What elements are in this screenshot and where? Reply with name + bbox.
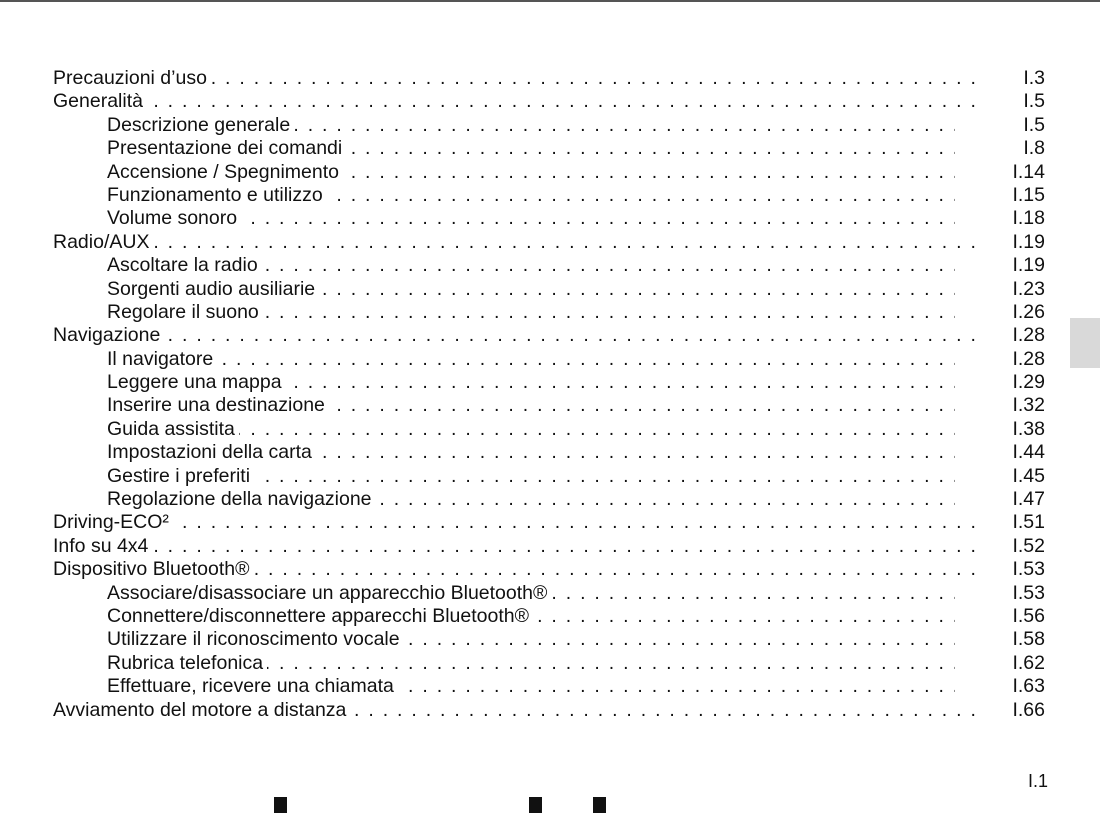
- toc-entry-page: I.26: [1012, 300, 1045, 323]
- toc-entry-page: I.14: [1012, 160, 1045, 183]
- toc-entry[interactable]: [53, 558, 1045, 581]
- print-crop-mark: [274, 797, 287, 813]
- toc-entry-page: I.23: [1012, 277, 1045, 300]
- toc-leader-dots: [107, 465, 955, 488]
- toc-subentry[interactable]: [53, 652, 1045, 675]
- toc-entry-page: I.56: [1012, 604, 1045, 627]
- toc-subentry[interactable]: [53, 465, 1045, 488]
- toc-entry-page: I.53: [1012, 581, 1045, 604]
- toc-subentry[interactable]: [53, 207, 1045, 230]
- toc-entry-title: Radio/AUX: [53, 231, 153, 253]
- section-tab-marker: [1070, 318, 1100, 368]
- toc-subentry[interactable]: [53, 488, 1045, 511]
- toc-entry-title: Navigazione: [53, 324, 164, 346]
- toc-entry-page: I.28: [1012, 347, 1045, 370]
- toc-entry-title: Generalità: [53, 90, 147, 112]
- toc-subentry[interactable]: [53, 137, 1045, 160]
- toc-entry[interactable]: [53, 67, 1045, 90]
- toc-leader-dots: [107, 348, 955, 371]
- toc-entry-page: I.3: [1023, 67, 1045, 89]
- toc-entry-page: I.5: [1023, 113, 1045, 136]
- toc-subentry[interactable]: [53, 582, 1045, 605]
- toc-subentry[interactable]: [53, 254, 1045, 277]
- toc-entry-page: I.28: [1012, 324, 1045, 347]
- toc-entry-title: Associare/disassociare un apparecchio Bluetooth®: [107, 582, 551, 604]
- toc-leader-dots: [107, 418, 955, 441]
- toc-leader-dots: [107, 207, 955, 230]
- toc-entry-title: Regolare il suono: [107, 301, 263, 323]
- toc-leader-dots: [107, 605, 955, 628]
- top-rule: [0, 0, 1100, 2]
- toc-leader-dots: [107, 161, 955, 184]
- toc-subentry[interactable]: [53, 114, 1045, 137]
- toc-entry-title: Descrizione generale: [107, 114, 294, 136]
- toc-entry-title: Effettuare, ricevere una chiamata: [107, 675, 398, 697]
- toc-entry-title: Ascoltare la radio: [107, 254, 262, 276]
- toc-leader-dots: [107, 675, 955, 698]
- toc-entry-page: I.29: [1012, 371, 1045, 394]
- toc-entry-page: I.51: [1012, 511, 1045, 534]
- toc-entry-page: I.44: [1012, 441, 1045, 464]
- toc-leader-dots: [53, 535, 977, 558]
- toc-subentry[interactable]: [53, 441, 1045, 464]
- toc-leader-dots: [107, 371, 955, 394]
- toc-entry-title: Leggere una mappa: [107, 371, 286, 393]
- toc-leader-dots: [107, 278, 955, 301]
- table-of-contents: [53, 67, 1045, 722]
- toc-entry-title: Accensione / Spegnimento: [107, 161, 343, 183]
- toc-entry-title: Inserire una destinazione: [107, 394, 329, 416]
- toc-leader-dots: [53, 511, 977, 534]
- page-number: I.1: [1027, 771, 1048, 791]
- toc-leader-dots: [53, 324, 977, 347]
- toc-leader-dots: [107, 652, 955, 675]
- toc-subentry[interactable]: [53, 418, 1045, 441]
- print-crop-mark: [529, 797, 542, 813]
- toc-entry-page: I.15: [1012, 183, 1045, 206]
- toc-subentry[interactable]: [53, 394, 1045, 417]
- toc-entry-page: I.19: [1012, 230, 1045, 253]
- toc-subentry[interactable]: [53, 348, 1045, 371]
- toc-entry-title: Precauzioni d’uso: [53, 67, 211, 89]
- toc-entry-page: I.63: [1012, 675, 1045, 698]
- toc-leader-dots: [107, 394, 955, 417]
- toc-leader-dots: [53, 90, 977, 113]
- toc-leader-dots: [107, 441, 955, 464]
- print-crop-mark: [593, 797, 606, 813]
- toc-entry[interactable]: [53, 699, 1045, 722]
- toc-subentry[interactable]: [53, 278, 1045, 301]
- toc-subentry[interactable]: [53, 301, 1045, 324]
- toc-entry-title: Gestire i preferiti: [107, 465, 254, 487]
- toc-entry-title: Sorgenti audio ausiliarie: [107, 278, 319, 300]
- toc-entry[interactable]: [53, 511, 1045, 534]
- toc-entry-title: Il navigatore: [107, 348, 217, 370]
- toc-entry[interactable]: [53, 231, 1045, 254]
- toc-entry-page: I.32: [1012, 394, 1045, 417]
- toc-leader-dots: [107, 184, 955, 207]
- toc-leader-dots: [107, 301, 955, 324]
- toc-entry[interactable]: [53, 90, 1045, 113]
- toc-entry-page: I.8: [1023, 137, 1045, 160]
- toc-subentry[interactable]: [53, 371, 1045, 394]
- toc-subentry[interactable]: [53, 675, 1045, 698]
- toc-leader-dots: [107, 137, 955, 160]
- toc-leader-dots: [107, 254, 955, 277]
- toc-entry-title: Presentazione dei comandi: [107, 137, 346, 159]
- toc-leader-dots: [107, 628, 955, 651]
- toc-entry-page: I.52: [1012, 534, 1045, 557]
- toc-entry-page: I.38: [1012, 417, 1045, 440]
- toc-entry-title: Regolazione della navigazione: [107, 488, 376, 510]
- toc-entry-title: Guida assistita: [107, 418, 239, 440]
- toc-entry-title: Driving-ECO²: [53, 511, 173, 533]
- toc-entry-title: Avviamento del motore a distanza: [53, 699, 350, 721]
- toc-entry-page: I.18: [1012, 207, 1045, 230]
- toc-entry-page: I.45: [1012, 464, 1045, 487]
- toc-entry-page: I.53: [1012, 558, 1045, 581]
- toc-entry-page: I.5: [1023, 90, 1045, 113]
- toc-subentry[interactable]: [53, 605, 1045, 628]
- toc-subentry[interactable]: [53, 184, 1045, 207]
- toc-entry-title: Info su 4x4: [53, 535, 152, 557]
- toc-entry-title: Rubrica telefonica: [107, 652, 267, 674]
- toc-entry-page: I.62: [1012, 651, 1045, 674]
- toc-leader-dots: [107, 114, 955, 137]
- toc-subentry[interactable]: [53, 161, 1045, 184]
- toc-entry-title: Funzionamento e utilizzo: [107, 184, 327, 206]
- toc-leader-dots: [53, 558, 977, 581]
- toc-entry[interactable]: [53, 535, 1045, 558]
- toc-entry-title: Connettere/disconnettere apparecchi Bluetooth®: [107, 605, 533, 627]
- toc-leader-dots: [107, 488, 955, 511]
- toc-leader-dots: [107, 582, 955, 605]
- toc-leader-dots: [53, 699, 977, 722]
- toc-entry-title: Volume sonoro: [107, 207, 241, 229]
- toc-entry-title: Utilizzare il riconoscimento vocale: [107, 628, 404, 650]
- toc-subentry[interactable]: [53, 628, 1045, 651]
- toc-entry-page: I.58: [1012, 628, 1045, 651]
- toc-entry[interactable]: [53, 324, 1045, 347]
- toc-entry-title: Dispositivo Bluetooth®: [53, 558, 253, 580]
- toc-entry-title: Impostazioni della carta: [107, 441, 316, 463]
- toc-leader-dots: [53, 67, 977, 90]
- toc-entry-page: I.47: [1012, 488, 1045, 511]
- toc-leader-dots: [53, 231, 977, 254]
- toc-entry-page: I.66: [1012, 698, 1045, 721]
- toc-entry-page: I.19: [1012, 254, 1045, 277]
